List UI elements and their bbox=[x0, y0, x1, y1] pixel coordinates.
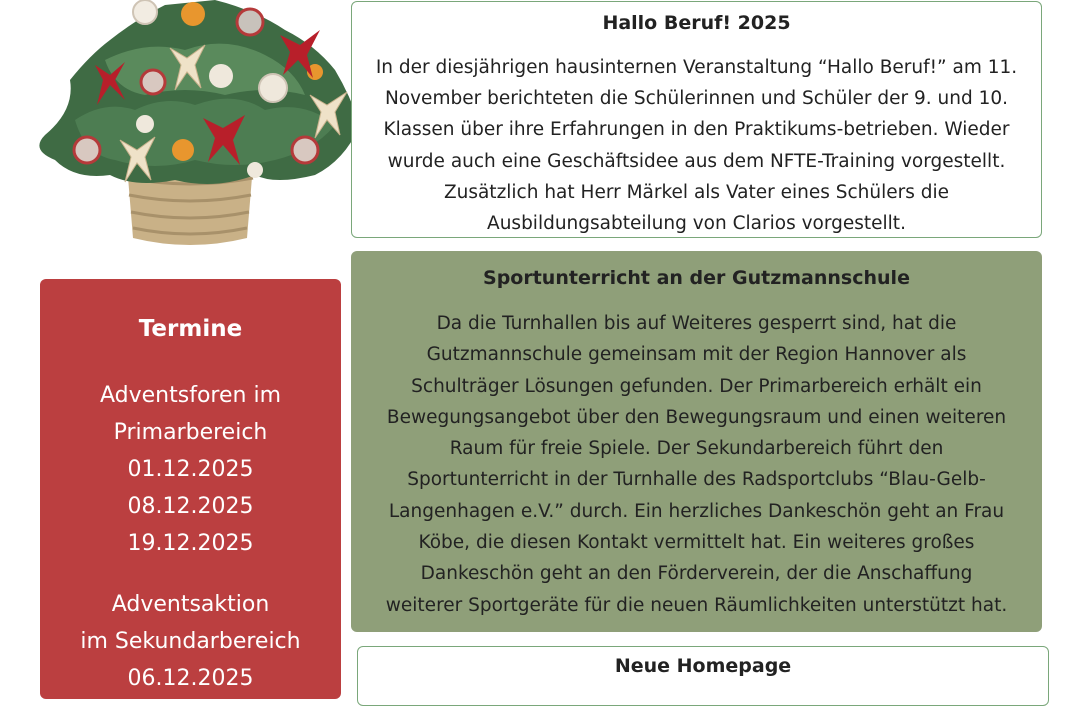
termine-date: 06.12.2025 bbox=[127, 666, 254, 691]
text-line: November berichteten die Schülerinnen und Schüler der 9. und 10. bbox=[384, 88, 1009, 110]
text-line: Sportunterricht in der Turnhalle des Radsportclubs “Blau-Gelb- bbox=[407, 469, 986, 491]
sportunterricht-title: Sportunterricht an der Gutzmannschule bbox=[483, 267, 910, 289]
sportunterricht-text bbox=[351, 308, 1042, 621]
neue-homepage-card bbox=[357, 646, 1049, 706]
neue-homepage-title: Neue Homepage bbox=[614, 655, 792, 677]
text-line: Schulträger Lösungen gefunden. Der Primarbereich erhält ein bbox=[411, 375, 982, 397]
text-line: Bewegungsangebot über den Bewegungsraum und einen weiteren bbox=[386, 406, 1007, 428]
text-line: Langenhagen e.V.” durch. Ein herzliches Dankeschön geht an Frau bbox=[388, 500, 1005, 522]
text-line: wurde auch eine Geschäftsidee aus dem NFTE-Training vorgestellt. bbox=[387, 150, 1006, 172]
termine-line: im Sekundarbereich bbox=[80, 629, 301, 654]
termine-block-adventsforen bbox=[40, 377, 341, 562]
text-line: Zusätzlich hat Herr Märkel als Vater eines Schülers die bbox=[443, 181, 950, 203]
termine-date: 08.12.2025 bbox=[127, 494, 254, 519]
termine-title: Termine bbox=[138, 316, 243, 342]
text-line: Ausbildungsabteilung von Clarios vorgestellt. bbox=[487, 213, 906, 235]
text-line: weiterer Sportgeräte für die neuen Räumlichkeiten unterstützt hat. bbox=[385, 594, 1008, 616]
termine-panel bbox=[40, 279, 341, 699]
text-line: Köbe, die diesen Kontakt vermittelt hat. Ein weiteres großes bbox=[418, 532, 975, 554]
termine-line: Adventsaktion bbox=[111, 592, 270, 617]
text-line: Da die Turnhallen bis auf Weiteres gesperrt sind, hat die bbox=[436, 313, 957, 334]
text-line: In der diesjährigen hausinternen Veranstaltung “Hallo Beruf!” am 11. bbox=[375, 57, 1018, 78]
termine-line: Primarbereich bbox=[113, 420, 268, 445]
hallo-beruf-card bbox=[351, 1, 1042, 238]
hallo-beruf-text bbox=[352, 52, 1041, 239]
text-line: Klassen über ihre Erfahrungen in den Praktikums-betrieben. Wieder bbox=[383, 119, 1010, 141]
termine-date: 01.12.2025 bbox=[127, 457, 254, 482]
sportunterricht-card bbox=[351, 251, 1042, 632]
text-line: Gutzmannschule gemeinsam mit der Region Hannover als bbox=[426, 344, 967, 366]
text-line: Dankeschön geht an den Förderverein, der die Anschaffung bbox=[420, 563, 973, 585]
hallo-beruf-title: Hallo Beruf! 2025 bbox=[602, 12, 791, 34]
text-line: Raum für freie Spiele. Der Sekundarbereich führt den bbox=[449, 438, 944, 460]
christmas-tree-icon bbox=[15, 0, 360, 255]
termine-date: 19.12.2025 bbox=[127, 531, 254, 556]
termine-block-adventsaktion bbox=[40, 586, 341, 697]
termine-line: Adventsforen im bbox=[100, 383, 281, 408]
